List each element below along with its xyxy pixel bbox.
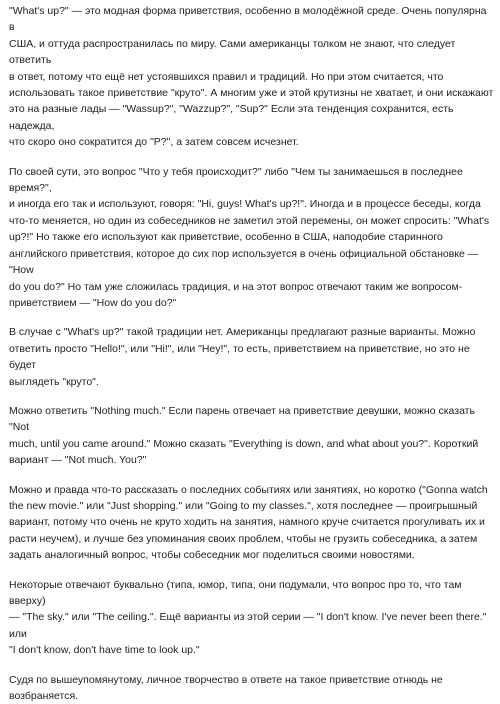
paragraph-recent-events: Можно и правда что-то рассказать о последних событиях или занятиях, но коротко ("Gonna watch the new movie." или "Just shopping." или "Going to my classes.", хотя последнее — проигрышный вариант, потому что очень не круто ходить на занятия, намного круче считается прогуливать их и расти неучем), и лучше без упоминания своих проблем, чтобы не грузить собеседника, а затем задать аналогичный вопрос, чтобы собеседник мог поделиться своими новостями. xyxy=(9,483,488,562)
paragraph-nothing-much: Можно ответить "Nothing much." Если парень отвечает на приветствие девушки, можно сказать "Not much, until you came around." Можно сказать "Everything is down, and what about you?". Короткий вариант — "Not much. You?" xyxy=(9,404,479,467)
paragraph-conclusion: Судя по вышеупомянутому, личное творчество в ответе на такое приветствие отнюдь не возбраняется. xyxy=(9,673,443,703)
paragraph-literal-answers: Некоторые отвечают буквально (типа, юмор, типа, они подумали, что вопрос про то, что там вверху) — "The sky." или "The ceiling.". Ещё варианты из этой серии — "I don't know. I've never been there." или "I don't know, don't have time to look up." xyxy=(9,578,487,657)
paragraph-no-tradition: В случае с "What's up?" такой традиции нет. Американцы предлагают разные варианты. Можно ответить просто "Hello!", или "Hi!", или "Hey!", то есть, приветствием на приветствие, но это не будет выглядеть "круто". xyxy=(9,326,476,388)
paragraph-whats-up-intro: "What's up?" — это модная форма приветствия, особенно в молодёжной среде. Очень популярна в США, и оттуда распространилась по миру. Сами американцы толком не знают, что следует ответить в ответ, потому что ещё нет устоявшихся правил и традиций. Но при этом считается, что использовать такое приветствие "круто". А многим уже и этой крутизны не хватает, и они искажают это на разные лады — "Wassup?", "Wazzup?", "Sup?" Если эта тенденция сохранится, есть надежда, что скоро оно сократится до "P?", а затем совсем исчезнет. xyxy=(9,5,494,149)
paragraph-meaning: По своей сути, это вопрос "Что у тебя происходит?" либо "Чем ты занимаешься в последнее время?", и иногда его так и используют, говоря: "Hi, guys! What's up?!". Иногда и в процессе беседы, когда что-то меняется, но один из собеседников не заметил этой перемены, он может спросить: "What's up?!" Но также его используют как приветствие, особенно в США, наподобие старинного английского приветствия, которое до сих пор используется в очень официальной обстановке — "How do you do?" Но там уже сложилась традиция, и на этот вопрос отвечают таким же вопросом- приветствием — "How do you do?" xyxy=(9,165,490,309)
